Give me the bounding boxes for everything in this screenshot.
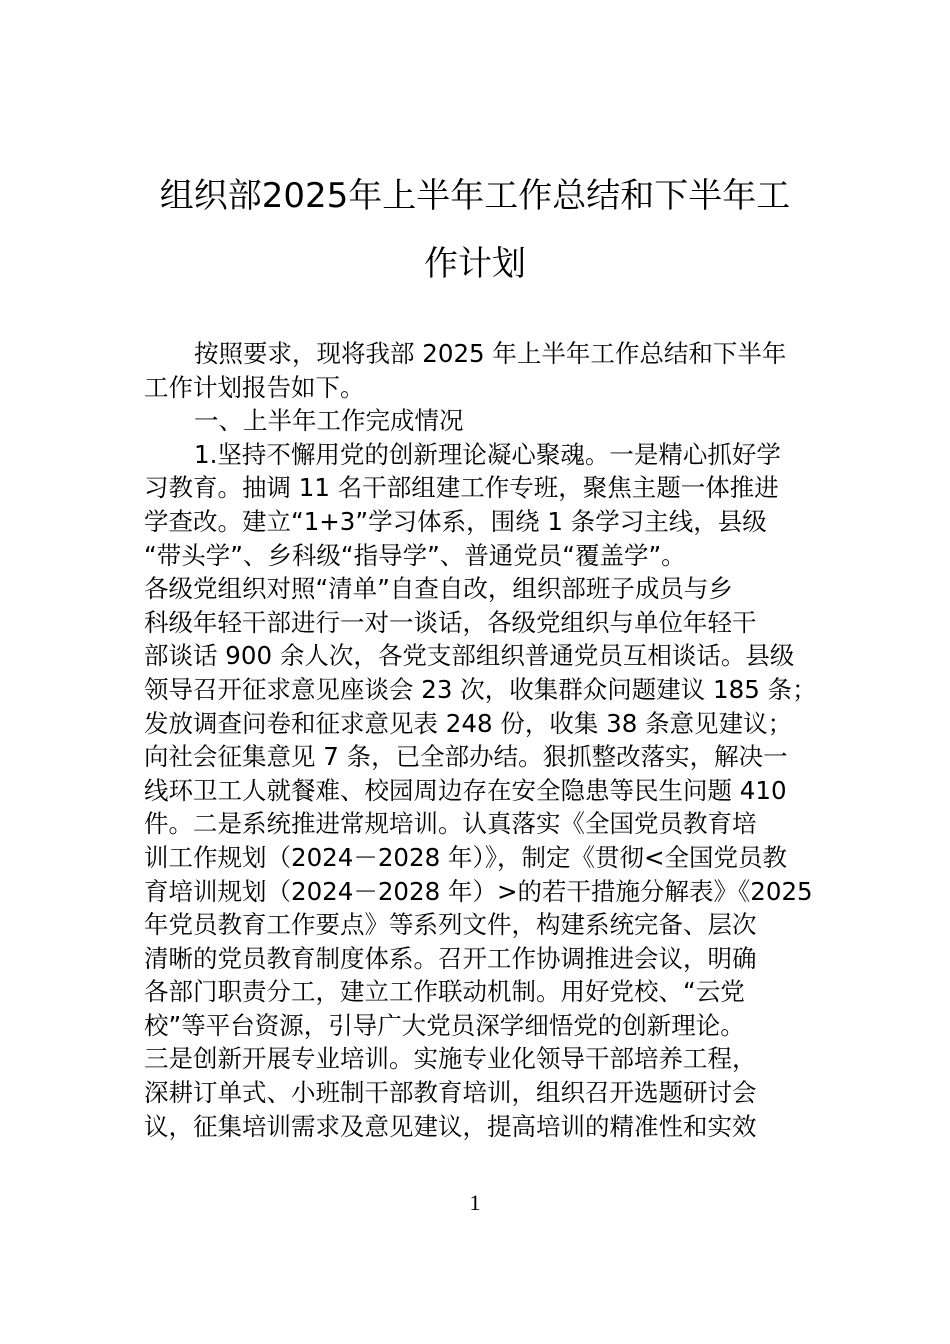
paragraph-line: 向社会征集意见 7 条，已全部办结。狠抓整改落实，解决一 — [144, 742, 788, 772]
paragraph-line: 发放调查问卷和征求意见表 248 份，收集 38 条意见建议； — [144, 708, 793, 738]
page-number: 1 — [469, 1190, 481, 1215]
paragraph-line: 校”等平台资源，引导广大党员深学细悟党的创新理论。 — [144, 1010, 745, 1040]
paragraph-line: 件。二是系统推进常规培训。认真落实《全国党员教育培 — [144, 809, 757, 839]
paragraph-line: 部谈话 900 余人次，各党支部组织普通党员互相谈话。县级 — [144, 641, 795, 671]
paragraph-line: 三是创新开展专业培训。实施专业化领导干部培养工程， — [144, 1044, 757, 1074]
paragraph-line: 习教育。抽调 11 名干部组建工作专班，聚焦主题一体推进 — [144, 473, 779, 503]
document-body — [144, 337, 844, 1143]
paragraph-line: 议，征集培训需求及意见建议，提高培训的精准性和实效 — [144, 1111, 757, 1141]
document-title-line-2: 作计划 — [424, 244, 526, 284]
paragraph-line: 育培训规划（2024－2028 年）>的若干措施分解表》《2025 — [144, 876, 813, 906]
paragraph-line: 各部门职责分工，建立工作联动机制。用好党校、“云党 — [144, 977, 745, 1007]
paragraph-line: 线环卫工人就餐难、校园周边存在安全隐患等民生问题 410 — [144, 775, 787, 805]
paragraph-line: 深耕订单式、小班制干部教育培训，组织召开选题研讨会 — [144, 1078, 757, 1108]
paragraph-line: 各级党组织对照“清单”自查自改，组织部班子成员与乡 — [144, 574, 733, 604]
section-heading: 一、上半年工作完成情况 — [194, 406, 464, 436]
paragraph-line: “带头学”、乡科级“指导学”、普通党员“覆盖学”。 — [144, 540, 686, 570]
paragraph-line: 清晰的党员教育制度体系。召开工作协调推进会议，明确 — [144, 943, 757, 973]
paragraph-line: 科级年轻干部进行一对一谈话，各级党组织与单位年轻干 — [144, 607, 757, 637]
paragraph-line: 领导召开征求意见座谈会 23 次，收集群众问题建议 185 条； — [144, 674, 817, 704]
paragraph-line: 年党员教育工作要点》等系列文件，构建系统完备、层次 — [144, 910, 757, 940]
paragraph-line: 1.坚持不懈用党的创新理论凝心聚魂。一是精心抓好学 — [194, 439, 781, 469]
paragraph-line: 学查改。建立“1+3”学习体系，围绕 1 条学习主线，县级 — [144, 506, 767, 536]
paragraph-line: 工作计划报告如下。 — [144, 372, 365, 402]
paragraph-line: 训工作规划（2024－2028 年）》，制定《贯彻<全国党员教 — [144, 842, 788, 872]
paragraph-line: 按照要求，现将我部 2025 年上半年工作总结和下半年 — [194, 339, 787, 368]
document-title-line-1: 组织部2025年上半年工作总结和下半年工 — [159, 176, 791, 216]
